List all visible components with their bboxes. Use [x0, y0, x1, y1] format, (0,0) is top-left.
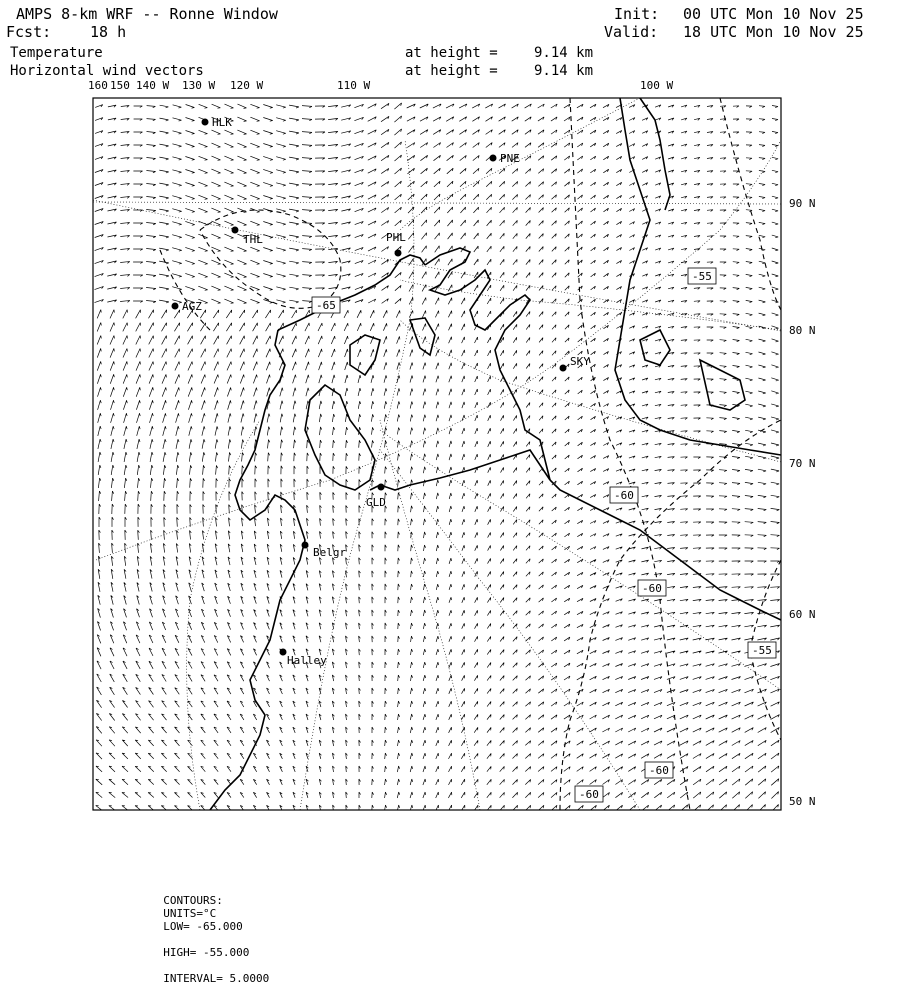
height-value-2: 9.14 km: [534, 63, 594, 79]
wind-vector-arrows: [95, 103, 780, 812]
station-agz: [172, 300, 203, 313]
station-thl: [232, 227, 264, 247]
station-phl: [386, 231, 406, 257]
svg-text:SKY: SKY: [570, 355, 590, 368]
lat-label: 80 N: [789, 324, 816, 337]
lat-label: 60 N: [789, 608, 816, 621]
latitude-labels: [789, 197, 816, 808]
stations: [172, 116, 591, 667]
valid-label: Valid:: [604, 23, 659, 41]
svg-text:AGZ: AGZ: [182, 300, 202, 313]
graticule-meridian-d: [380, 430, 781, 690]
field-temperature: Temperature: [10, 45, 103, 61]
svg-text:Halley: Halley: [287, 654, 327, 667]
lat-label: 70 N: [789, 457, 816, 470]
graticule-meridian-f: [400, 98, 640, 230]
footer-high: HIGH= -55.000: [163, 946, 250, 959]
graticule-meridian-e: [400, 280, 781, 330]
graticule-meridian-c: [380, 450, 640, 810]
lon-label: 130 W: [182, 79, 216, 92]
lat-label: 50 N: [789, 795, 816, 808]
ice-rise: [305, 385, 375, 490]
lon-label: 100 W: [640, 79, 674, 92]
footer-contours-label: CONTOURS:: [163, 894, 223, 907]
svg-text:-60: -60: [579, 788, 599, 801]
contour-minus-60-east: [570, 98, 690, 810]
contour-label-box: [312, 297, 340, 313]
svg-text:GLD: GLD: [366, 496, 386, 509]
contour-label-box: [688, 268, 716, 284]
svg-text:-65: -65: [316, 299, 336, 312]
height-label-2: at height =: [405, 63, 498, 79]
contour-label-box: [575, 786, 603, 802]
longitude-labels: [88, 79, 673, 92]
wind-vectors: [95, 103, 780, 812]
coastline: [210, 98, 781, 810]
coast-east-inlet: [640, 98, 670, 210]
island-4: [700, 360, 745, 410]
contour-minus-60-south: [560, 420, 781, 810]
svg-text:-60: -60: [642, 582, 662, 595]
footer-low: LOW= -65.000: [163, 920, 243, 933]
valid-time: 18 UTC Mon 10 Nov 25: [683, 23, 864, 41]
svg-text:-60: -60: [649, 764, 669, 777]
svg-text:-55: -55: [692, 270, 712, 283]
coast-ronne-shelf-north: [278, 255, 425, 330]
footer-units: UNITS=°C: [163, 907, 217, 920]
lon-label: 120 W: [230, 79, 264, 92]
svg-text:Belgr: Belgr: [313, 546, 347, 559]
height-value-1: 9.14 km: [534, 45, 594, 61]
station-pne: [490, 152, 520, 165]
svg-text:PHL: PHL: [386, 231, 406, 244]
svg-text:THL: THL: [243, 233, 263, 246]
svg-text:-55: -55: [752, 644, 772, 657]
contour-label-box: [638, 580, 666, 596]
svg-text:HLK: HLK: [212, 116, 232, 129]
station-belgrano: [302, 542, 347, 560]
island-2: [410, 318, 435, 355]
height-label-1: at height =: [405, 45, 498, 61]
island-3: [640, 330, 670, 365]
contour-label-box: [645, 762, 673, 778]
lon-label: 150: [110, 79, 130, 92]
lon-label: 110 W: [337, 79, 371, 92]
init-label: Init:: [614, 5, 660, 23]
graticule-meridian-b: [380, 420, 480, 810]
graticule-meridian-a: [187, 420, 260, 810]
init-time: 00 UTC Mon 10 Nov 25: [683, 5, 864, 23]
coast-peninsula-west: [210, 330, 305, 810]
contour-footer: [150, 881, 269, 985]
svg-text:PNE: PNE: [500, 152, 520, 165]
forecast-label: Fcst:: [6, 23, 52, 41]
lon-label: 160: [88, 79, 108, 92]
field-wind: Horizontal wind vectors: [10, 63, 204, 79]
map-title: AMPS 8-km WRF -- Ronne Window: [16, 5, 278, 23]
coast-berkner-region: [425, 248, 550, 480]
coast-filchner-east: [550, 480, 781, 620]
lat-label: 90 N: [789, 197, 816, 210]
island-1: [350, 335, 380, 375]
station-hlk: [202, 116, 233, 129]
station-sky: [560, 355, 591, 372]
svg-text:-60: -60: [614, 489, 634, 502]
contour-label-box: [610, 487, 638, 503]
forecast-hours: 18 h: [90, 23, 127, 41]
contour-label-box: [748, 642, 776, 658]
footer-interval: INTERVAL= 5.0000: [163, 972, 270, 985]
lon-label: 140 W: [136, 79, 170, 92]
